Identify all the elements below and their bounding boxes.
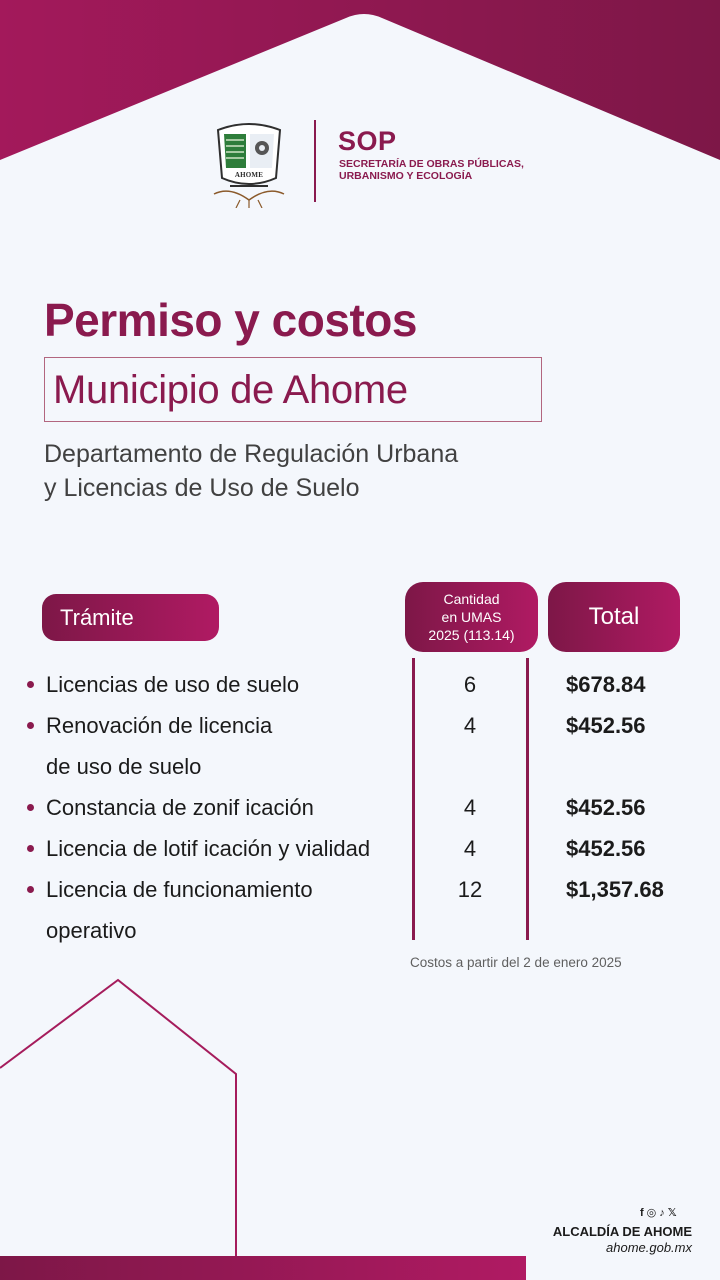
department-name	[44, 437, 604, 505]
bullet-icon	[27, 722, 34, 729]
bottom-bar	[0, 1256, 526, 1280]
header-cantidad-line-2: en UMAS	[441, 609, 502, 625]
house-outline	[0, 980, 236, 1256]
footer-url[interactable]: ahome.gob.mx	[606, 1240, 692, 1255]
department-line-1: Departamento de Regulación Urbana	[44, 440, 459, 468]
row-qty: 6	[463, 672, 477, 697]
row-qty: 12	[457, 877, 483, 902]
row-name: Licencia de funcionamiento	[46, 877, 313, 902]
tiktok-icon[interactable]: ♪	[659, 1207, 665, 1219]
bullet-icon	[27, 804, 34, 811]
header-total: Total	[548, 582, 680, 652]
row-total: $452.56	[566, 713, 646, 738]
bullet-icon	[27, 681, 34, 688]
row-name: Licencia de lotif icación y vialidad	[46, 836, 371, 861]
bullet-icon	[27, 886, 34, 893]
subtitle-text: Municipio de Ahome	[53, 367, 408, 412]
row-name: Renovación de licencia	[46, 713, 273, 738]
costs-note: Costos a partir del 2 de enero 2025	[410, 955, 622, 970]
header-tramite: Trámite	[42, 594, 219, 641]
x-icon[interactable]: 𝕏	[667, 1207, 677, 1219]
header-cantidad-line-3: 2025 (113.14)	[428, 627, 515, 643]
page-title: Permiso y costos	[44, 294, 417, 346]
row-qty: 4	[463, 795, 477, 820]
facebook-icon[interactable]: f	[640, 1207, 644, 1219]
sop-title: SOP	[338, 126, 397, 156]
sop-subtitle: SECRETARÍA DE OBRAS PÚBLICAS, URBANISMO Y ECOLOGÍA	[339, 158, 524, 182]
row-total: $678.84	[566, 672, 646, 697]
row-qty: 4	[463, 836, 477, 861]
social-icons	[640, 1206, 677, 1220]
row-name: Licencias de uso de suelo	[46, 672, 300, 697]
row-total: $1,357.68	[566, 877, 664, 902]
footer-name: ALCALDÍA DE AHOME	[552, 1224, 692, 1239]
row-qty: 4	[463, 713, 477, 738]
row-name: Constancia de zonif icación	[46, 795, 314, 820]
row-name-continued: de uso de suelo	[46, 754, 202, 779]
instagram-icon[interactable]: ◎	[646, 1207, 657, 1219]
crest-label: AHOME	[234, 171, 264, 179]
subtitle-box	[44, 357, 542, 422]
department-line-2: y Licencias de Uso de Suelo	[44, 474, 360, 502]
header-divider	[314, 120, 316, 202]
bullet-icon	[27, 845, 34, 852]
row-name-continued: operativo	[46, 918, 137, 943]
header-cantidad	[405, 582, 538, 652]
ahome-crest-logo	[210, 116, 288, 208]
header-cantidad-line-1: Cantidad	[443, 591, 500, 607]
row-total: $452.56	[566, 795, 646, 820]
row-total: $452.56	[566, 836, 646, 861]
column-divider-2	[526, 658, 529, 940]
